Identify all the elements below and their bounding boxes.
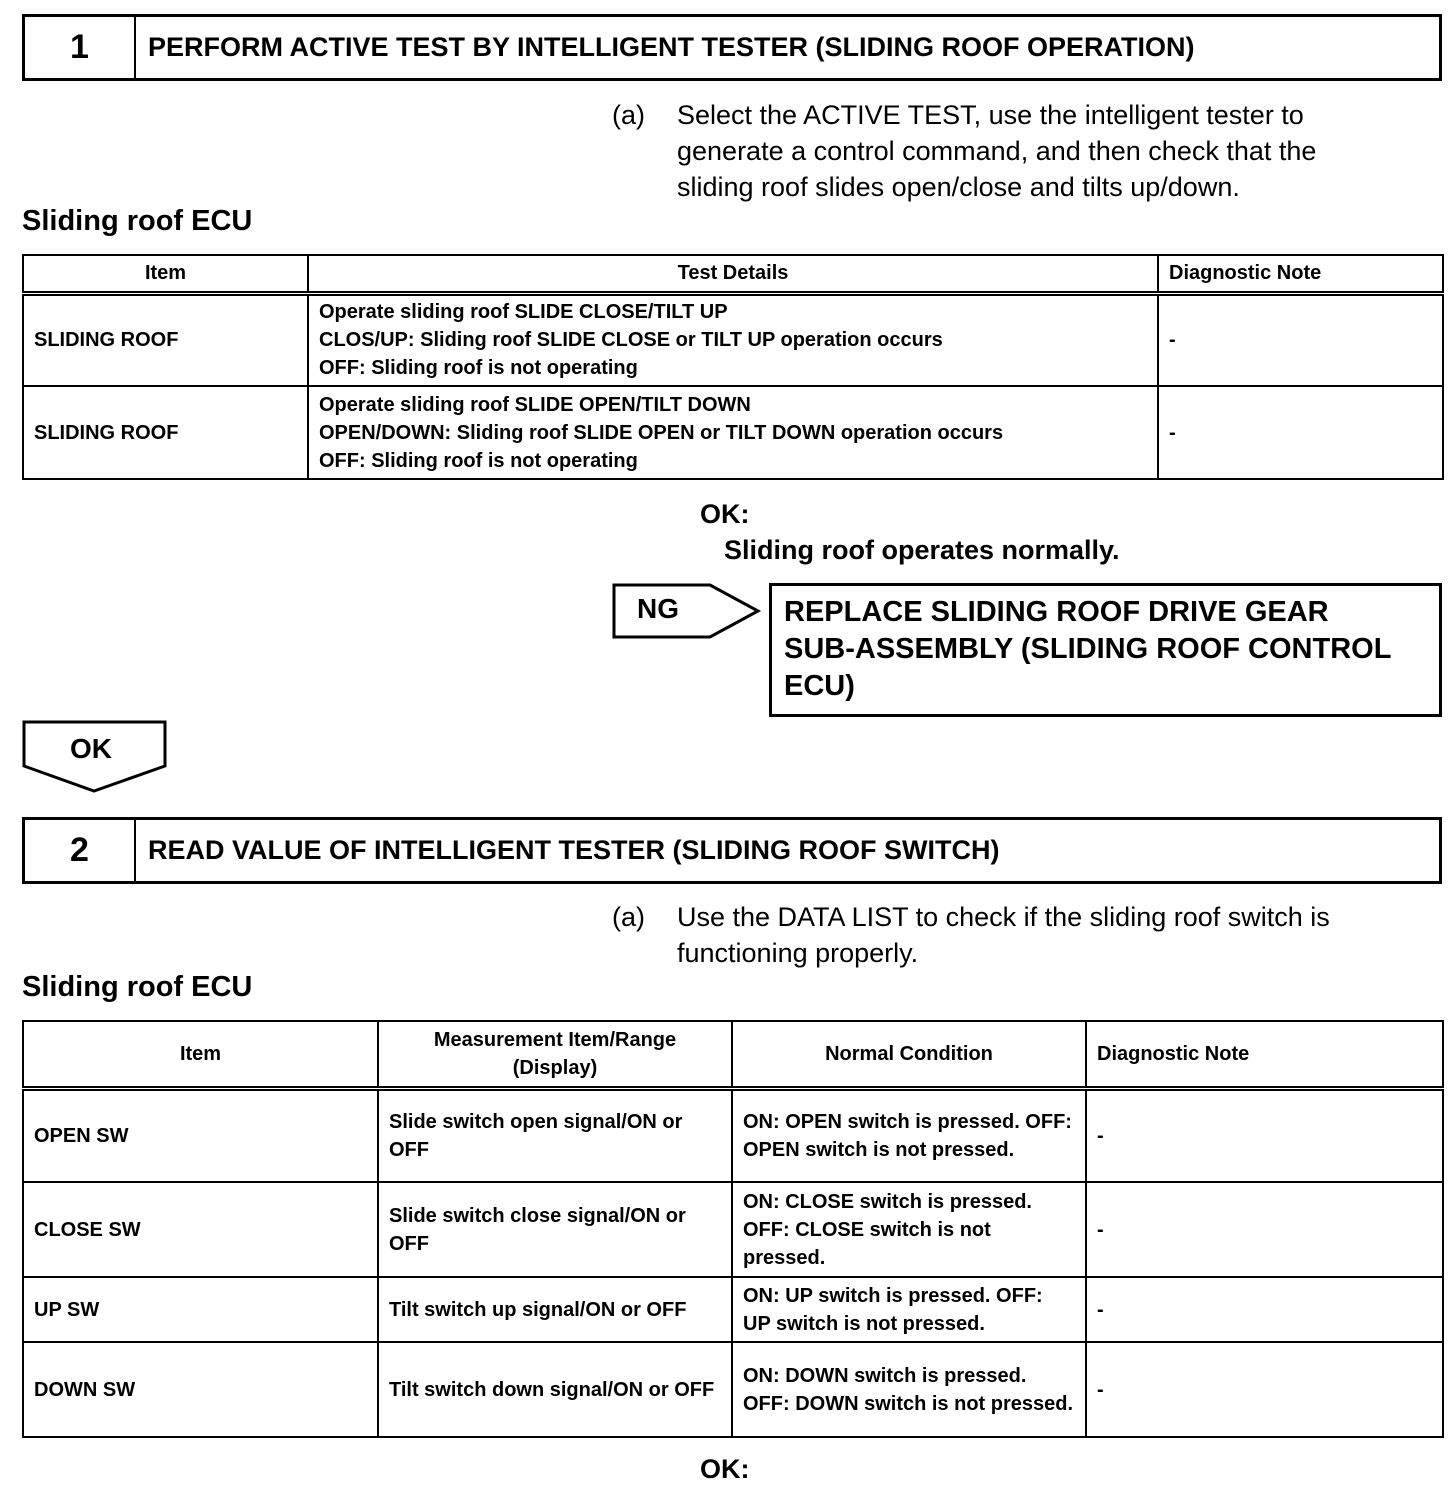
header-item: Item <box>23 255 308 293</box>
instruction-line: functioning properly. <box>677 938 919 968</box>
cell-condition: ON: DOWN switch is pressed. OFF: DOWN switch is not pressed. <box>732 1342 1086 1437</box>
ok-label: OK: <box>700 499 750 529</box>
header-item: Item <box>23 1021 378 1088</box>
cell-note: - <box>1086 1088 1443 1182</box>
detail-line: CLOS/UP: Sliding roof SLIDE CLOSE or TILT UP operation occurs <box>319 329 943 352</box>
ok-arrow-label: OK <box>70 733 112 764</box>
detail-line: OPEN/DOWN: Sliding roof SLIDE OPEN or TILT DOWN operation occurs <box>319 421 1004 444</box>
cell-measurement: Slide switch open signal/ON or OFF <box>378 1088 732 1182</box>
cell-condition: ON: UP switch is pressed. OFF: UP switch is not pressed. <box>732 1277 1086 1342</box>
section-title: Sliding roof ECU <box>22 971 253 1003</box>
table-row <box>23 293 1443 386</box>
ng-result-line: REPLACE SLIDING ROOF DRIVE GEAR <box>784 596 1329 628</box>
instruction-label: (a) <box>612 100 645 130</box>
table-row <box>23 1342 1443 1437</box>
cell-measurement: Tilt switch up signal/ON or OFF <box>378 1277 732 1342</box>
table-header-row <box>23 1021 1443 1088</box>
step-2-title: READ VALUE OF INTELLIGENT TESTER (SLIDING ROOF SWITCH) <box>148 835 1000 865</box>
cell-details <box>308 293 1158 386</box>
instruction-line: sliding roof slides open/close and tilts up/down. <box>677 172 1240 202</box>
instruction-label: (a) <box>612 902 645 932</box>
cell-measurement: Slide switch close signal/ON or OFF <box>378 1182 732 1277</box>
cell-note: - <box>1086 1277 1443 1342</box>
cell-note: - <box>1158 293 1443 386</box>
cell-item: CLOSE SW <box>23 1182 378 1277</box>
ng-arrow-icon <box>612 583 762 639</box>
step-1-title: PERFORM ACTIVE TEST BY INTELLIGENT TESTER (SLIDING ROOF OPERATION) <box>148 32 1195 62</box>
cell-measurement: Tilt switch down signal/ON or OFF <box>378 1342 732 1437</box>
instruction-line: generate a control command, and then check that the <box>677 136 1317 166</box>
detail-line: OFF: Sliding roof is not operating <box>319 449 638 472</box>
ng-result-line: SUB-ASSEMBLY (SLIDING ROOF CONTROL <box>784 633 1392 665</box>
header-measurement: Measurement Item/Range (Display) <box>378 1021 732 1088</box>
table-row <box>23 1277 1443 1342</box>
ng-result-line: ECU) <box>784 670 855 702</box>
ok-condition: Sliding roof operates normally. <box>724 535 1120 565</box>
section-title: Sliding roof ECU <box>22 205 253 237</box>
ng-label: NG <box>637 593 679 624</box>
cell-item: SLIDING ROOF <box>23 386 308 479</box>
data-list-table <box>22 1020 1444 1438</box>
cell-note: - <box>1158 386 1443 479</box>
ng-result-box <box>769 583 1442 717</box>
step-2-header <box>22 817 1442 884</box>
ok-label: OK: <box>700 1454 750 1484</box>
header-diagnostic-note: Diagnostic Note <box>1086 1021 1443 1088</box>
cell-condition: ON: OPEN switch is pressed. OFF: OPEN switch is not pressed. <box>732 1088 1086 1182</box>
cell-note: - <box>1086 1342 1443 1437</box>
step-2-number: 2 <box>25 820 136 881</box>
detail-line: OFF: Sliding roof is not operating <box>319 357 638 380</box>
cell-condition: ON: CLOSE switch is pressed. OFF: CLOSE switch is not pressed. <box>732 1182 1086 1277</box>
table-row <box>23 386 1443 479</box>
cell-item: SLIDING ROOF <box>23 293 308 386</box>
step-1-number: 1 <box>25 17 136 78</box>
detail-line: Operate sliding roof SLIDE CLOSE/TILT UP <box>319 301 728 324</box>
header-test-details: Test Details <box>308 255 1158 293</box>
table-header-row <box>23 255 1443 293</box>
cell-note: - <box>1086 1182 1443 1277</box>
cell-item: UP SW <box>23 1277 378 1342</box>
active-test-table <box>22 254 1444 480</box>
detail-line: Operate sliding roof SLIDE OPEN/TILT DOWN <box>319 393 751 416</box>
header-diagnostic-note: Diagnostic Note <box>1158 255 1443 293</box>
header-normal-condition: Normal Condition <box>732 1021 1086 1088</box>
cell-item: OPEN SW <box>23 1088 378 1182</box>
table-row <box>23 1182 1443 1277</box>
cell-item: DOWN SW <box>23 1342 378 1437</box>
cell-details <box>308 386 1158 479</box>
table-row <box>23 1088 1443 1182</box>
step-1-header <box>22 14 1442 81</box>
instruction-line: Use the DATA LIST to check if the sliding roof switch is <box>677 902 1330 932</box>
instruction-line: Select the ACTIVE TEST, use the intelligent tester to <box>677 100 1304 130</box>
